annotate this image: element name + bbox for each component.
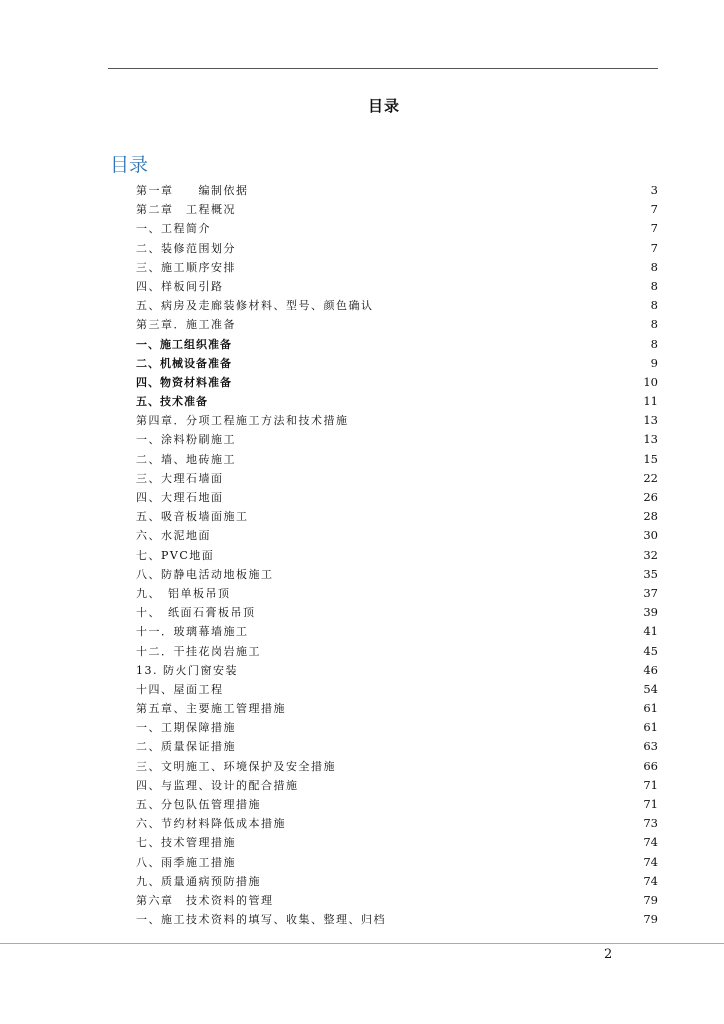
- toc-entry[interactable]: [136, 315, 658, 334]
- toc-entry-label: 第五章、主要施工管理措施: [136, 702, 286, 716]
- toc-entry-page: 28: [643, 509, 658, 524]
- toc-entry-label: 第一章 编制依据: [136, 184, 249, 197]
- table-of-contents: [136, 181, 658, 929]
- page-title: 目录: [367, 97, 400, 115]
- toc-entry-label: 十四、屋面工程: [136, 682, 224, 696]
- toc-entry[interactable]: [136, 910, 658, 929]
- toc-entry[interactable]: [136, 546, 658, 565]
- toc-entry-label: 二、机械设备准备: [136, 356, 232, 370]
- toc-entry[interactable]: [136, 661, 658, 680]
- toc-entry-page: 71: [643, 797, 658, 811]
- toc-entry-page: 8: [650, 317, 658, 332]
- toc-entry[interactable]: [136, 219, 658, 238]
- toc-entry-label: 三、文明施工、环境保护及安全措施: [136, 759, 336, 773]
- toc-entry[interactable]: [136, 718, 658, 737]
- toc-entry[interactable]: [136, 814, 658, 833]
- toc-entry-page: 15: [643, 451, 658, 466]
- toc-entry-label: 五、吸音板墙面施工: [136, 510, 249, 524]
- toc-entry-page: 8: [650, 259, 658, 274]
- toc-entry-page: 13: [643, 432, 658, 447]
- toc-entry-page: 3: [650, 183, 658, 197]
- toc-entry-label: 第六章 技术资料的管理: [136, 893, 274, 907]
- toc-entry-page: 74: [643, 835, 658, 850]
- toc-entry[interactable]: [136, 411, 658, 430]
- toc-entry-page: 26: [643, 490, 658, 504]
- toc-entry-label: 四、物资材料准备: [136, 375, 232, 389]
- toc-entry-page: 8: [650, 298, 658, 313]
- header-rule: [108, 68, 658, 69]
- toc-entry[interactable]: [136, 450, 658, 469]
- toc-entry[interactable]: [136, 488, 658, 507]
- toc-entry-page: 11: [643, 394, 658, 409]
- toc-entry-label: 三、大理石墙面: [136, 471, 224, 485]
- toc-entry-label: 四、与监理、设计的配合措施: [136, 778, 299, 792]
- toc-entry-page: 45: [643, 643, 658, 658]
- toc-entry[interactable]: [136, 565, 658, 584]
- toc-entry-label: 八、防静电活动地板施工: [136, 567, 274, 581]
- toc-entry-page: 32: [643, 547, 658, 562]
- footer-rule: [0, 943, 724, 944]
- toc-entry-label: 六、节约材料降低成本措施: [136, 817, 286, 831]
- page-number: 2: [604, 947, 613, 962]
- toc-entry-page: 7: [650, 202, 658, 217]
- toc-entry-page: 41: [643, 624, 658, 639]
- toc-entry-label: 一、工程简介: [136, 222, 211, 236]
- toc-entry[interactable]: [136, 526, 658, 545]
- toc-entry[interactable]: [136, 622, 658, 641]
- toc-entry[interactable]: [136, 277, 658, 296]
- toc-entry-page: 13: [643, 413, 658, 428]
- toc-entry[interactable]: [136, 872, 658, 891]
- toc-entry[interactable]: [136, 776, 658, 795]
- toc-entry-page: 37: [643, 585, 658, 600]
- toc-entry-page: 74: [643, 873, 658, 888]
- toc-entry[interactable]: [136, 603, 658, 622]
- toc-entry[interactable]: [136, 737, 658, 756]
- toc-entry-page: 7: [650, 240, 658, 255]
- toc-entry-page: 30: [643, 528, 658, 543]
- toc-entry-label: 三、施工顺序安排: [136, 260, 236, 274]
- toc-entry-label: 十、 纸面石膏板吊顶: [136, 606, 256, 620]
- toc-entry[interactable]: [136, 642, 658, 661]
- toc-entry-page: 74: [643, 854, 658, 869]
- toc-entry-page: 63: [643, 739, 658, 754]
- toc-entry[interactable]: [136, 891, 658, 910]
- toc-entry-label: 13. 防火门窗安装: [136, 663, 238, 677]
- toc-heading: 目录: [110, 154, 149, 176]
- toc-entry-label: 第二章 工程概况: [136, 203, 236, 217]
- toc-entry-label: 九、 铝单板吊顶: [136, 586, 231, 600]
- toc-entry-label: 十二．干挂花岗岩施工: [136, 644, 261, 658]
- toc-entry-label: 一、施工组织准备: [136, 337, 232, 351]
- toc-entry-page: 54: [643, 681, 658, 696]
- toc-entry-label: 五、技术准备: [136, 395, 208, 409]
- toc-entry-label: 第三章．施工准备: [136, 318, 236, 332]
- toc-entry-label: 二、装修范围划分: [136, 241, 236, 255]
- toc-entry-label: 六、水泥地面: [136, 529, 211, 543]
- toc-entry[interactable]: [136, 584, 658, 603]
- toc-entry-label: 五、分包队伍管理措施: [136, 798, 261, 811]
- toc-entry[interactable]: [136, 392, 658, 411]
- toc-entry-label: 七、PVC地面: [136, 548, 215, 562]
- toc-entry-label: 九、质量通病预防措施: [136, 874, 261, 888]
- toc-entry-label: 四、样板间引路: [136, 279, 224, 293]
- toc-entry[interactable]: [136, 430, 658, 449]
- toc-entry-label: 第四章．分项工程施工方法和技术措施: [136, 414, 349, 428]
- toc-entry-label: 一、施工技术资料的填写、收集、整理、归档: [136, 913, 386, 927]
- toc-entry-page: 9: [650, 355, 658, 370]
- toc-entry-page: 61: [643, 720, 658, 735]
- toc-entry-label: 四、大理石地面: [136, 491, 224, 504]
- toc-entry-page: 8: [650, 278, 658, 293]
- toc-entry[interactable]: [136, 757, 658, 776]
- toc-entry-page: 22: [643, 470, 658, 485]
- toc-entry[interactable]: [136, 469, 658, 488]
- toc-entry-page: 35: [643, 566, 658, 581]
- toc-entry-page: 7: [650, 221, 658, 236]
- toc-entry[interactable]: [136, 853, 658, 872]
- toc-entry-page: 79: [643, 892, 658, 907]
- toc-entry-label: 七、技术管理措施: [136, 836, 236, 850]
- toc-entry-label: 五、病房及走廊装修材料、型号、颜色确认: [136, 299, 374, 313]
- toc-entry[interactable]: [136, 181, 658, 200]
- toc-entry-label: 一、工期保障措施: [136, 721, 236, 735]
- toc-entry-label: 二、质量保证措施: [136, 740, 236, 754]
- toc-entry-page: 10: [643, 374, 658, 389]
- toc-entry[interactable]: [136, 258, 658, 277]
- toc-entry-page: 8: [650, 336, 658, 351]
- toc-entry-label: 一、涂料粉刷施工: [136, 433, 236, 447]
- toc-entry-page: 46: [643, 662, 658, 677]
- toc-entry-page: 39: [643, 605, 658, 620]
- toc-entry[interactable]: [136, 833, 658, 852]
- toc-entry[interactable]: [136, 296, 658, 315]
- toc-entry[interactable]: [136, 795, 658, 814]
- toc-entry-page: 61: [643, 701, 658, 716]
- toc-entry[interactable]: [136, 335, 658, 354]
- toc-entry-page: 73: [643, 816, 658, 831]
- toc-entry[interactable]: [136, 354, 658, 373]
- toc-entry-label: 十一．玻璃幕墙施工: [136, 625, 249, 639]
- toc-entry[interactable]: [136, 373, 658, 392]
- toc-entry[interactable]: [136, 699, 658, 718]
- toc-entry-page: 79: [643, 912, 658, 927]
- toc-entry-label: 八、雨季施工措施: [136, 855, 236, 869]
- toc-entry-page: 66: [643, 758, 658, 773]
- toc-entry-page: 71: [643, 777, 658, 792]
- toc-entry[interactable]: [136, 239, 658, 258]
- toc-entry[interactable]: [136, 680, 658, 699]
- toc-entry[interactable]: [136, 507, 658, 526]
- toc-entry[interactable]: [136, 200, 658, 219]
- toc-entry-label: 二、墙、地砖施工: [136, 452, 236, 466]
